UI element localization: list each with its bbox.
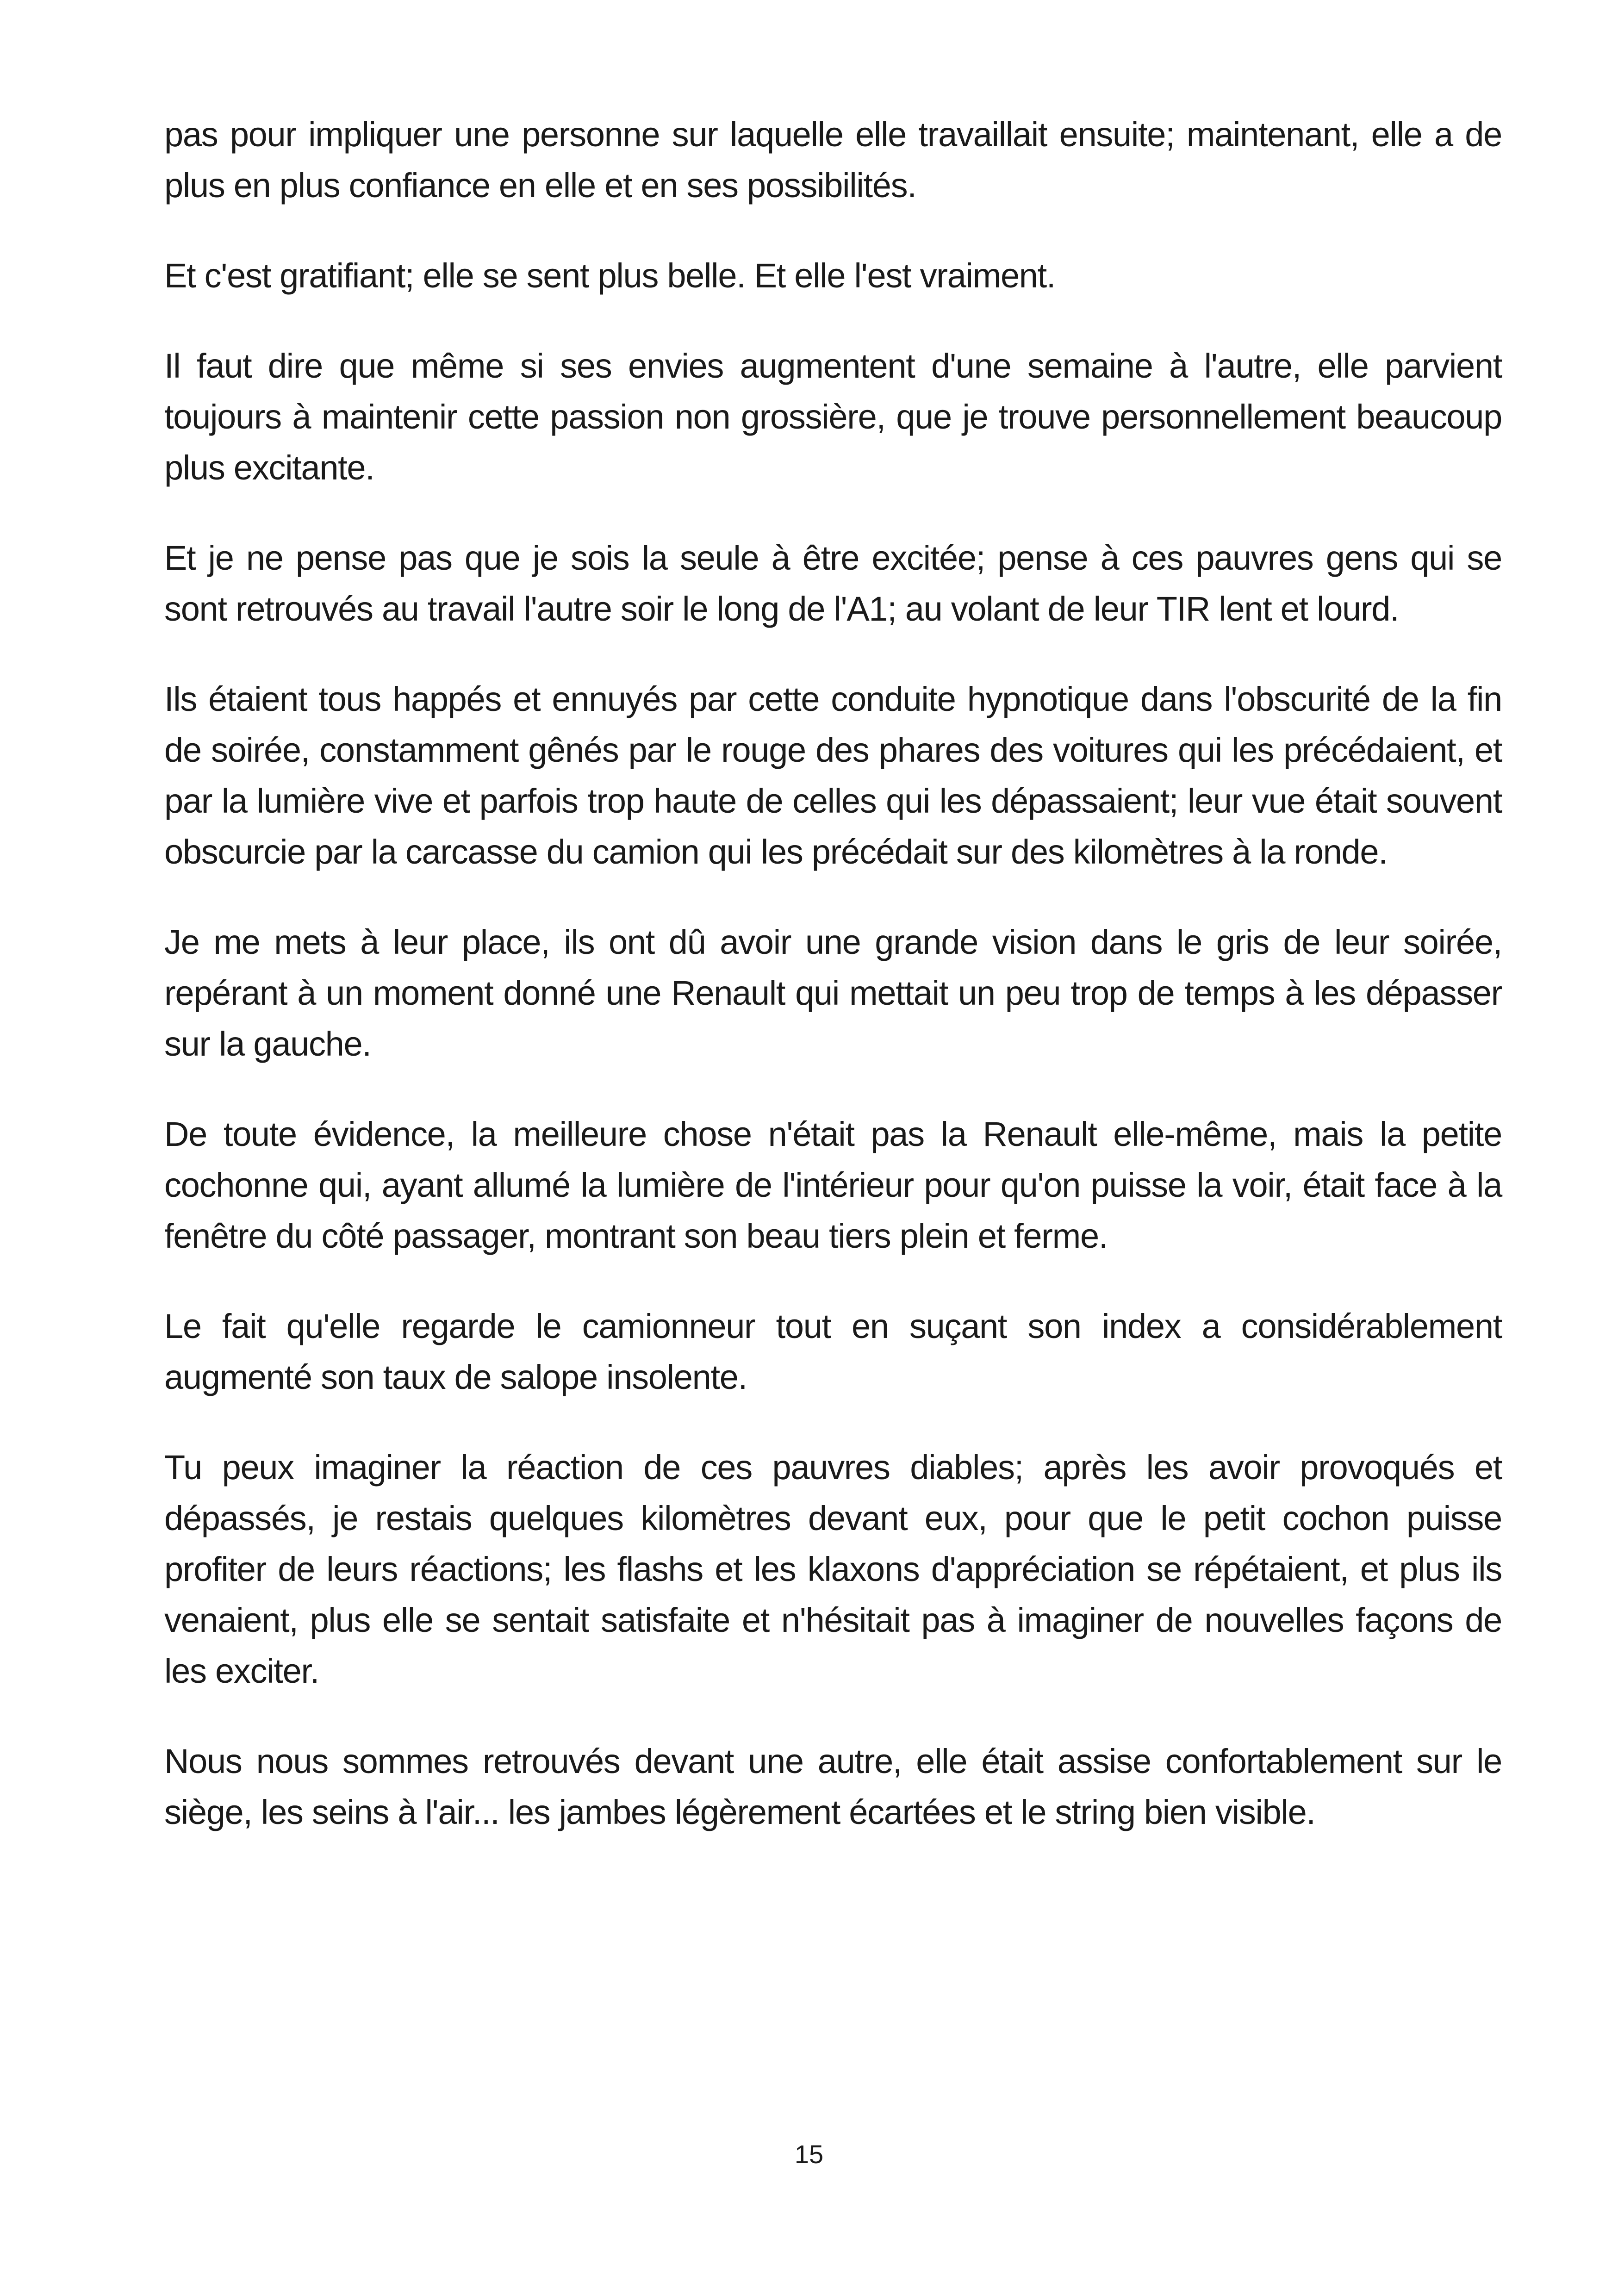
paragraph-7: De toute évidence, la meilleure chose n'était pas la Renault elle-même, mais la petite cochonne qui, ayant allumé la lumière de l'intérieur pour qu'on puisse la voir, était face à la fenêtre du côté passager, montrant son beau tiers plein et ferme.: [164, 1115, 1502, 1255]
paragraph-9: Tu peux imaginer la réaction de ces pauvres diables; après les avoir provoqués et dépassés, je restais quelques kilomètres devant eux, pour que le petit cochon puisse profiter de leurs réactions; les flashs et les klaxons d'appréciation se répétaient, et plus ils venaient, plus elle se sentait satisfaite et n'hésitait pas à imaginer de nouvelles façons de les exciter.: [164, 1448, 1502, 1690]
paragraph-8: Le fait qu'elle regarde le camionneur tout en suçant son index a considérablement augmenté son taux de salope insolente.: [164, 1307, 1502, 1396]
body-text: [164, 109, 1502, 1877]
paragraph-6: Je me mets à leur place, ils ont dû avoir une grande vision dans le gris de leur soirée, repérant à un moment donné une Renault qui mettait un peu trop de temps à les dépasser sur la gauche.: [164, 923, 1502, 1063]
paragraph-5: Ils étaient tous happés et ennuyés par cette conduite hypnotique dans l'obscurité de la fin de soirée, constamment gênés par le rouge des phares des voitures qui les précédaient, et par la lumière vive et parfois trop haute de celles qui les dépassaient; leur vue était souvent obscurcie par la carcasse du camion qui les précédait sur des kilomètres à la ronde.: [164, 680, 1502, 871]
paragraph-4: Et je ne pense pas que je sois la seule à être excitée; pense à ces pauvres gens qui se sont retrouvés au travail l'autre soir le long de l'A1; au volant de leur TIR lent et lourd.: [164, 539, 1502, 628]
paragraph-3: Il faut dire que même si ses envies augmentent d'une semaine à l'autre, elle parvient toujours à maintenir cette passion non grossière, que je trouve personnellement beaucoup plus excitante.: [164, 347, 1502, 487]
paragraph-1: pas pour impliquer une personne sur laquelle elle travaillait ensuite; maintenant, elle a de plus en plus confiance en elle et en ses possibilités.: [164, 115, 1502, 205]
paragraph-10: Nous nous sommes retrouvés devant une autre, elle était assise confortablement sur le siège, les seins à l'air... les jambes légèrement écartées et le string bien visible.: [164, 1742, 1502, 1831]
paragraph-2: Et c'est gratifiant; elle se sent plus belle. Et elle l'est vraiment.: [164, 256, 1056, 295]
page-number: 15: [794, 2140, 824, 2169]
